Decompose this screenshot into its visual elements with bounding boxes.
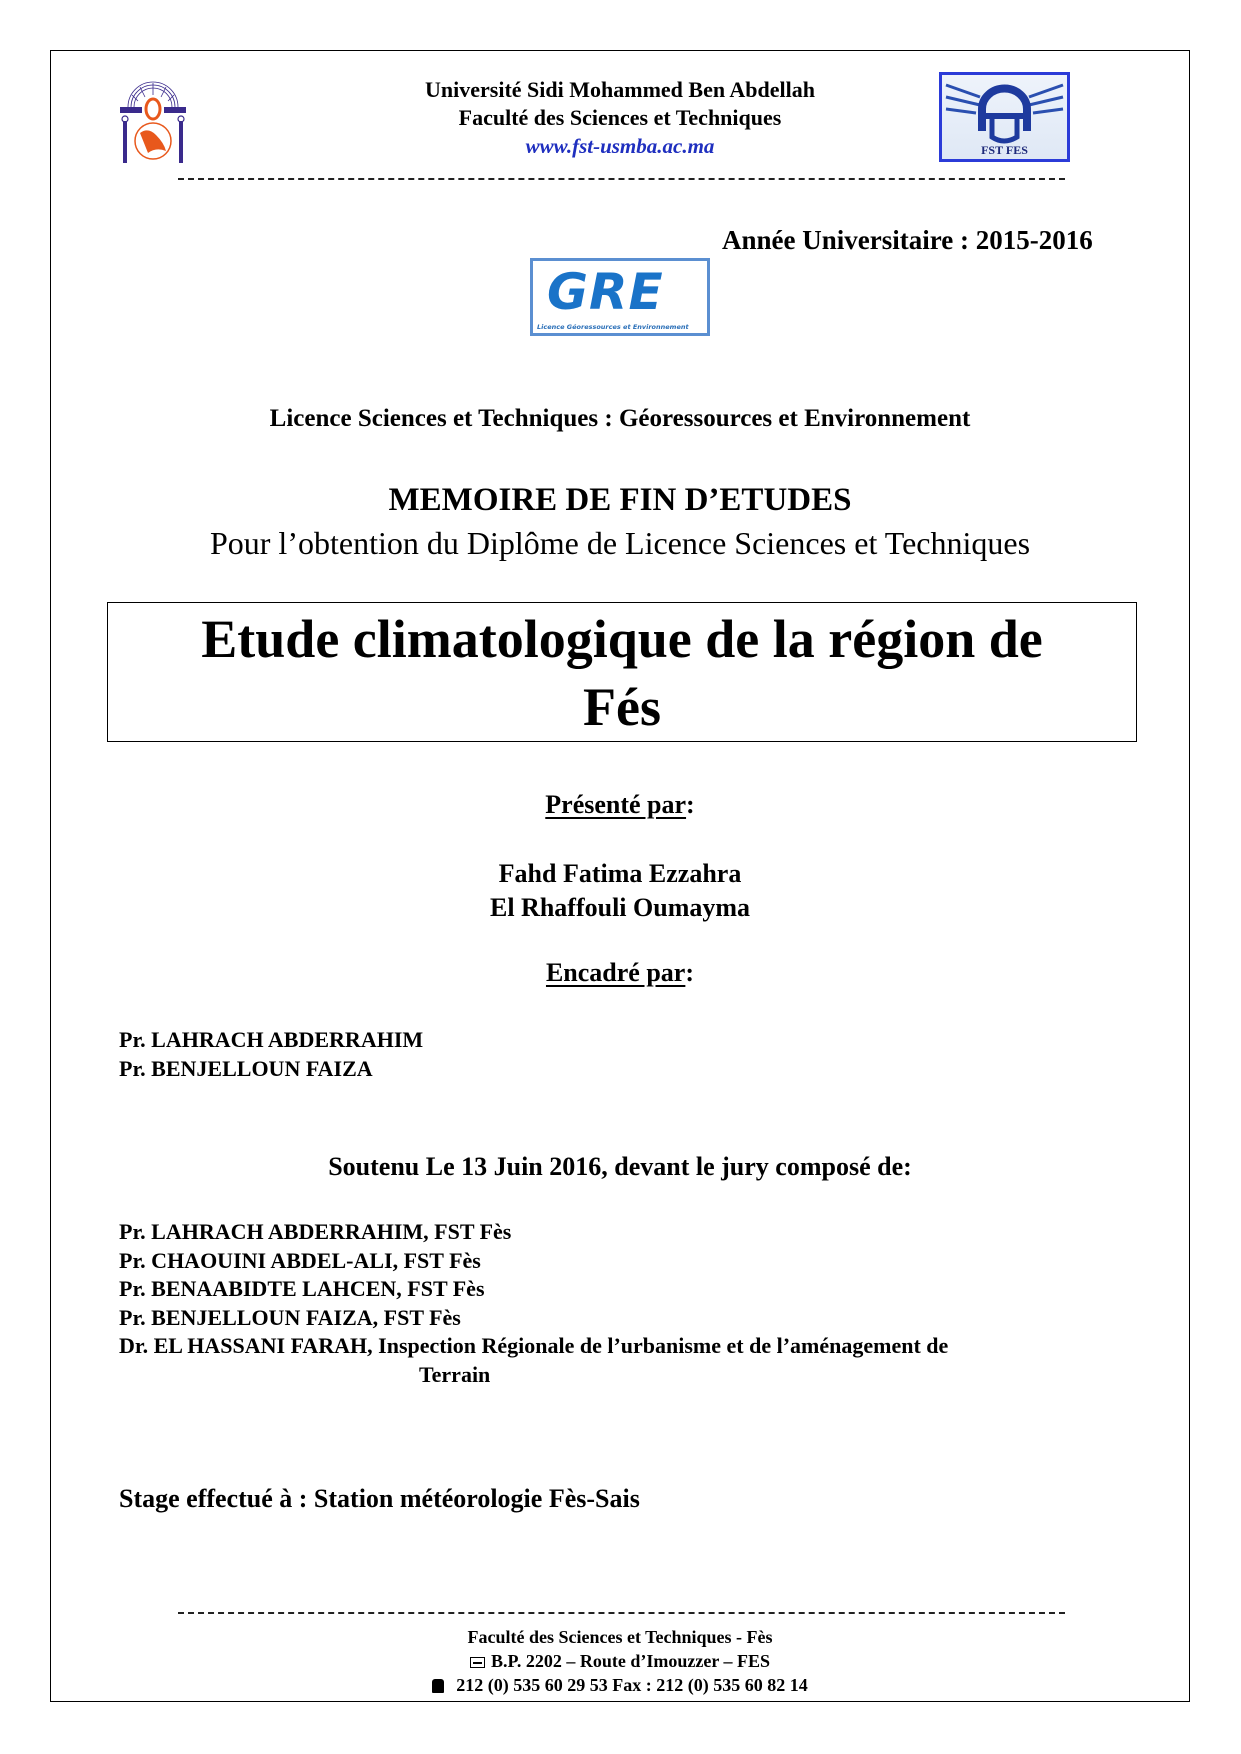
academic-year: Année Universitaire : 2015-2016 [722,225,1093,255]
footer-phone-row [50,1673,1190,1697]
thesis-title-box [107,602,1137,742]
jury-member-continuation: Terrain [419,1361,491,1387]
presented-by-heading [50,790,1190,820]
supervisor-name: Pr. LAHRACH ABDERRAHIM [119,1027,424,1052]
gre-logo-subtitle: Licence Géoressources et Environnement [537,323,689,331]
footer-divider [178,1612,1065,1614]
university-name: Université Sidi Mohammed Ben Abdellah [425,77,815,102]
supervised-by-heading [50,958,1190,988]
jury-member: Pr. CHAOUINI ABDEL-ALI, FST Fès [119,1247,481,1273]
presented-by-colon: : [686,790,695,819]
footer-address-row [50,1649,1190,1673]
faculty-name: Faculté des Sciences et Techniques [458,105,782,130]
mailbox-icon [470,1657,485,1668]
thesis-title-line2: Fés [583,677,661,737]
defense-statement: Soutenu Le 13 Juin 2016, devant le jury composé de: [328,1152,912,1181]
jury-member: Pr. LAHRACH ABDERRAHIM, FST Fès [119,1219,512,1244]
supervised-by-label: Encadré par [545,958,686,987]
website-link[interactable]: www.fst-usmba.ac.ma [525,134,715,158]
program-name: Licence Sciences et Techniques : Géoressources et Environnement [269,405,971,432]
footer-address: B.P. 2202 – Route d’Imouzzer – FES [491,1651,770,1671]
jury-list [119,1218,948,1389]
gre-logo-icon [530,258,710,336]
jury-member: Pr. BENJELLOUN FAIZA, FST Fès [119,1304,461,1330]
supervised-by-colon: : [685,958,695,987]
student-name: Fahd Fatima Ezzahra [498,859,742,888]
memoire-title: MEMOIRE DE FIN D’ETUDES [388,482,852,518]
telephone-icon [432,1679,444,1693]
header-block [300,76,940,160]
university-logo-icon [118,75,188,167]
internship-location: Stage effectué à : Station météorologie Fès-Sais [119,1484,640,1513]
supervisors-list [119,1025,423,1083]
footer-phone-fax: 212 (0) 535 60 29 53 Fax : 212 (0) 535 60 82 14 [456,1675,808,1695]
svg-text:FST FES: FST FES [981,143,1028,157]
thesis-title-line1: Etude climatologique de la région de [201,609,1043,669]
student-name: El Rhaffouli Oumayma [489,893,751,922]
presented-by-label: Présenté par [545,790,687,819]
header-divider [178,178,1065,180]
fst-fes-logo-icon [939,72,1070,162]
gre-logo-text: GRE [547,263,664,321]
supervisor-name: Pr. BENJELLOUN FAIZA [119,1056,373,1081]
memoire-subtitle: Pour l’obtention du Diplôme de Licence Sciences et Techniques [209,525,1031,561]
footer-faculty: Faculté des Sciences et Techniques - Fès [467,1627,773,1647]
footer [50,1625,1190,1697]
jury-member: Pr. BENAABIDTE LAHCEN, FST Fès [119,1276,485,1301]
jury-member: Dr. EL HASSANI FARAH, Inspection Régionale de l’urbanisme et de l’aménagement de [119,1333,949,1358]
students-list [50,857,1190,925]
